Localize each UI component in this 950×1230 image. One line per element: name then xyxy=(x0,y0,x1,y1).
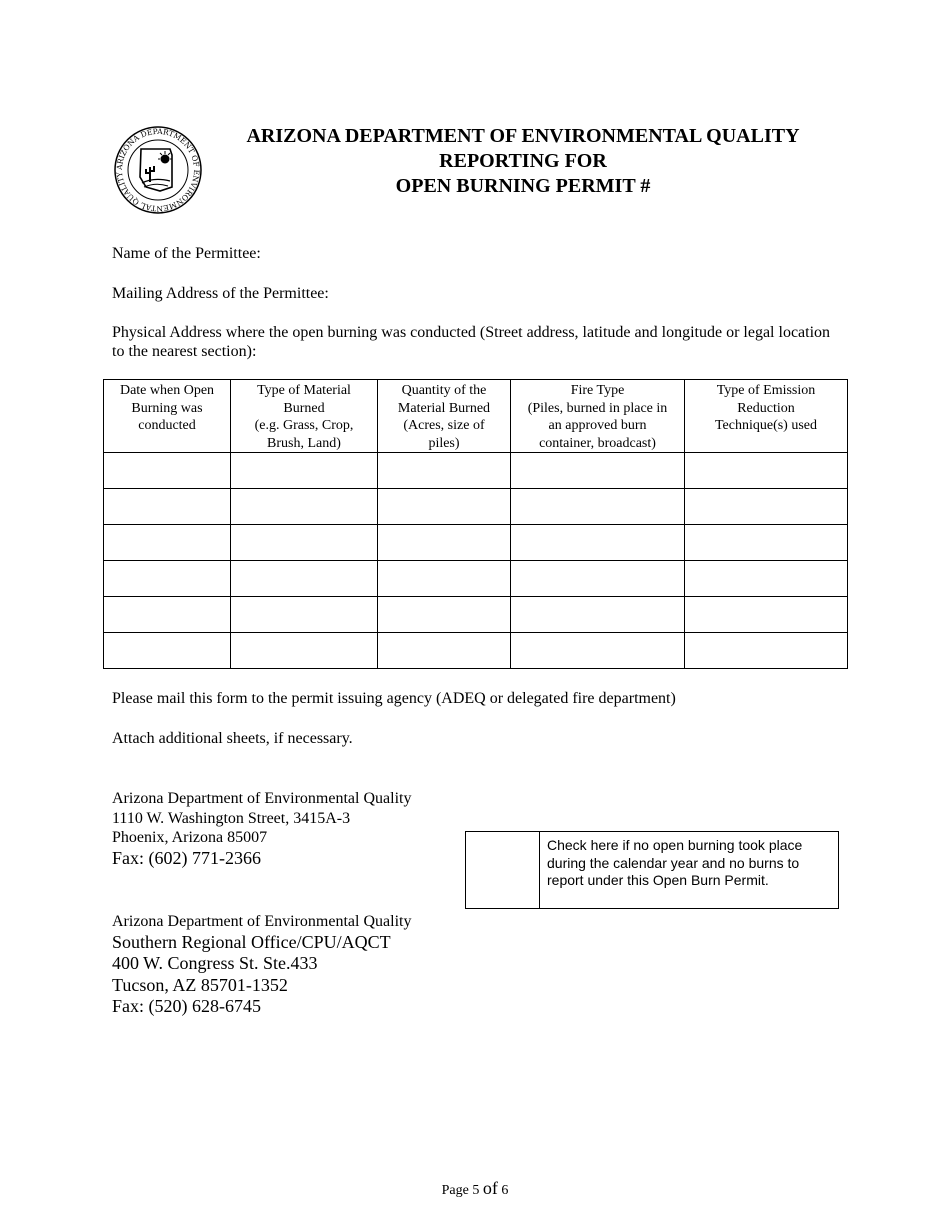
material-cell[interactable] xyxy=(231,561,378,597)
table-row xyxy=(104,633,848,669)
no-burning-label: Check here if no open burning took place during the calendar year and no burns to report under this Open Burn Permit. xyxy=(547,837,803,888)
emission-cell[interactable] xyxy=(685,525,848,561)
tucson-city: Tucson, AZ 85701-1352 xyxy=(112,974,288,995)
mail-instruction: Please mail this form to the permit issuing agency (ADEQ or delegated fire department) xyxy=(112,690,676,707)
date-cell[interactable] xyxy=(104,453,231,489)
quantity-cell[interactable] xyxy=(378,453,511,489)
fire-type-cell[interactable] xyxy=(511,489,685,525)
fire-type-cell[interactable] xyxy=(511,633,685,669)
attach-instruction: Attach additional sheets, if necessary. xyxy=(112,730,353,747)
quantity-cell[interactable] xyxy=(378,561,511,597)
emission-cell[interactable] xyxy=(685,561,848,597)
title-permit: OPEN BURNING PERMIT # xyxy=(395,175,651,197)
header-fire-type: Fire Type (Piles, burned in place in an approved burn container, broadcast) xyxy=(511,380,685,453)
title-reporting: REPORTING FOR xyxy=(439,150,607,172)
no-burning-checkbox[interactable] xyxy=(466,832,540,909)
material-cell[interactable] xyxy=(231,633,378,669)
tucson-street: 400 W. Congress St. Ste.433 xyxy=(112,953,318,973)
quantity-cell[interactable] xyxy=(378,597,511,633)
phoenix-fax: Fax: (602) 771-2366 xyxy=(112,847,261,868)
fire-type-cell[interactable] xyxy=(511,561,685,597)
page-number xyxy=(0,1178,950,1199)
material-cell[interactable] xyxy=(231,525,378,561)
date-cell[interactable] xyxy=(104,597,231,633)
mailing-address-label: Mailing Address of the Permittee: xyxy=(112,285,329,302)
no-burning-checkbox-table xyxy=(465,831,839,909)
page-of: of xyxy=(482,1178,498,1198)
table-header-row xyxy=(104,380,848,453)
material-cell[interactable] xyxy=(231,453,378,489)
form-title xyxy=(218,124,828,199)
quantity-cell[interactable] xyxy=(378,489,511,525)
date-cell[interactable] xyxy=(104,633,231,669)
emission-cell[interactable] xyxy=(685,453,848,489)
material-cell[interactable] xyxy=(231,489,378,525)
table-row xyxy=(104,561,848,597)
phoenix-address-block xyxy=(112,789,411,869)
table-row xyxy=(104,525,848,561)
quantity-cell[interactable] xyxy=(378,525,511,561)
date-cell[interactable] xyxy=(104,489,231,525)
page-total: 6 xyxy=(501,1183,509,1198)
tucson-agency: Arizona Department of Environmental Quality xyxy=(112,913,412,930)
header-quantity: Quantity of the Material Burned (Acres, size of piles) xyxy=(378,380,511,453)
burn-report-table xyxy=(103,379,848,669)
header-date: Date when Open Burning was conducted xyxy=(104,380,231,453)
phoenix-street: 1110 W. Washington Street, 3415A-3 xyxy=(112,809,351,827)
table-row xyxy=(104,597,848,633)
svg-text:ARIZONA DEPARTMENT OF ENVIRONM: ARIZONA DEPARTMENT OF ENVIRONMENTAL QUALITY xyxy=(114,126,202,214)
tucson-fax: Fax: (520) 628-6745 xyxy=(112,996,261,1016)
quantity-cell[interactable] xyxy=(378,633,511,669)
fire-type-cell[interactable] xyxy=(511,453,685,489)
date-cell[interactable] xyxy=(104,525,231,561)
no-burning-label-cell xyxy=(540,832,839,909)
title-agency: ARIZONA DEPARTMENT OF ENVIRONMENTAL QUALITY xyxy=(246,125,800,147)
fire-type-cell[interactable] xyxy=(511,525,685,561)
emission-cell[interactable] xyxy=(685,597,848,633)
material-cell[interactable] xyxy=(231,597,378,633)
emission-cell[interactable] xyxy=(685,633,848,669)
emission-cell[interactable] xyxy=(685,489,848,525)
adeq-seal-logo xyxy=(110,125,206,215)
date-cell[interactable] xyxy=(104,561,231,597)
permittee-name-label: Name of the Permittee: xyxy=(112,245,261,262)
tucson-office: Southern Regional Office/CPU/AQCT xyxy=(112,931,391,952)
tucson-address-block xyxy=(112,912,411,1018)
phoenix-agency: Arizona Department of Environmental Quality xyxy=(112,790,412,807)
fire-type-cell[interactable] xyxy=(511,597,685,633)
table-row xyxy=(104,489,848,525)
page-current: Page 5 xyxy=(441,1183,480,1198)
header-material-type: Type of Material Burned (e.g. Grass, Crop, Brush, Land) xyxy=(231,380,378,453)
table-row xyxy=(104,453,848,489)
phoenix-city: Phoenix, Arizona 85007 xyxy=(112,829,268,846)
header-emission-reduction: Type of Emission Reduction Technique(s) used xyxy=(685,380,848,453)
physical-address-label: Physical Address where the open burning was conducted (Street address, latitude and longitude or legal location to the nearest section): xyxy=(112,324,831,360)
